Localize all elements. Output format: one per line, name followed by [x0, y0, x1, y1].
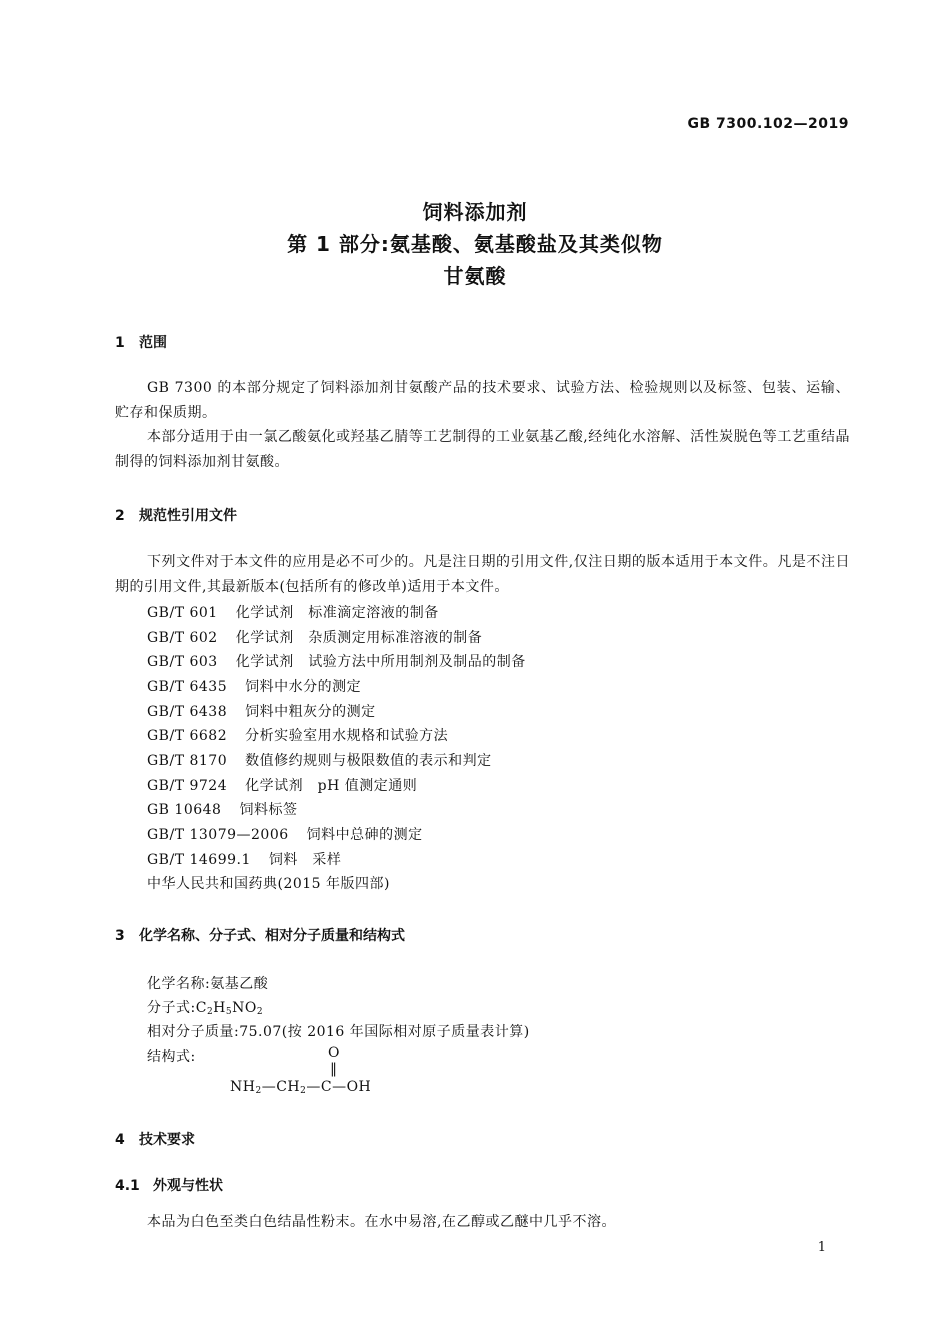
- reference-item: [147, 602, 439, 622]
- reference-item: [147, 676, 361, 696]
- reference-title: 饲料 采样: [268, 852, 342, 868]
- section-number: 2: [115, 508, 125, 524]
- structure-nh: NH: [230, 1079, 256, 1095]
- reference-title: 数值修约规则与极限数值的表示和判定: [245, 753, 492, 769]
- document-title-line3: 甘氨酸: [443, 264, 507, 288]
- section-1-heading: [115, 332, 167, 352]
- section-4-1-heading: [115, 1175, 223, 1195]
- structure-label: 结构式:: [147, 1049, 196, 1065]
- reference-item: [147, 750, 492, 770]
- reference-title: 化学试剂 pH 值测定通则: [245, 778, 418, 794]
- section-number: 4: [115, 1132, 125, 1148]
- reference-code: GB/T 9724: [147, 778, 228, 794]
- section-4-1-paragraph: 本品为白色至类白色结晶性粉末。在水中易溶,在乙醇或乙醚中几乎不溶。: [147, 1214, 616, 1230]
- section-number: 4.1: [115, 1178, 140, 1194]
- chemical-name: 化学名称:氨基乙酸: [147, 976, 269, 992]
- reference-code: GB/T 603: [147, 654, 218, 670]
- reference-item: [147, 775, 417, 795]
- section-number: 3: [115, 928, 125, 944]
- reference-title: 饲料中粗灰分的测定: [245, 704, 376, 720]
- document-title-line1: 饲料添加剂: [422, 200, 528, 224]
- section-1-paragraph-1: GB 7300 的本部分规定了饲料添加剂甘氨酸产品的技术要求、试验方法、检验规则以及标签、包装、运输、贮存和保质期。: [115, 380, 850, 421]
- structure-oxygen: O: [328, 1045, 340, 1061]
- formula-h: H: [213, 1000, 226, 1016]
- reference-code: GB/T 8170: [147, 753, 228, 769]
- section-title: 技术要求: [139, 1132, 195, 1148]
- structure-ch: —CH: [261, 1079, 301, 1095]
- reference-item: [147, 824, 423, 844]
- reference-title: 化学试剂 杂质测定用标准溶液的制备: [235, 630, 483, 646]
- section-3-heading: [115, 925, 405, 945]
- reference-item: [147, 725, 448, 745]
- reference-item: [147, 651, 526, 671]
- structure-cooh: —C—OH: [306, 1079, 372, 1095]
- molecular-formula: [147, 997, 263, 1017]
- standard-code: GB 7300.102—2019: [687, 116, 849, 132]
- section-title: 范围: [139, 335, 167, 351]
- formula-c: C: [195, 1000, 207, 1016]
- reference-title: 饲料中总砷的测定: [306, 827, 423, 843]
- reference-item: [147, 849, 341, 869]
- structure-subscript: 2: [255, 1086, 262, 1096]
- section-1-paragraph-2: 本部分适用于由一氯乙酸氨化或羟基乙腈等工艺制得的工业氨基乙酸,经纯化水溶解、活性炭脱色等工艺重结晶制得的饲料添加剂甘氨酸。: [115, 429, 850, 470]
- section-number: 1: [115, 335, 125, 351]
- reference-code: GB/T 6438: [147, 704, 228, 720]
- reference-code: GB/T 13079—2006: [147, 827, 289, 843]
- reference-title: 分析实验室用水规格和试验方法: [245, 728, 449, 744]
- section-title: 规范性引用文件: [139, 508, 237, 524]
- reference-item: [147, 799, 297, 819]
- reference-code: GB/T 6435: [147, 679, 228, 695]
- page-number: 1: [817, 1240, 826, 1255]
- reference-code: GB/T 602: [147, 630, 218, 646]
- reference-code: GB/T 14699.1: [147, 852, 251, 868]
- reference-code: GB/T 601: [147, 605, 218, 621]
- formula-no: NO: [232, 1000, 257, 1016]
- structure-subscript: 2: [300, 1086, 307, 1096]
- reference-title: 化学试剂 标准滴定溶液的制备: [235, 605, 439, 621]
- reference-code: GB/T 6682: [147, 728, 228, 744]
- relative-molecular-mass: 相对分子质量:75.07(按 2016 年国际相对原子质量表计算): [147, 1024, 530, 1040]
- section-2-paragraph-1: 下列文件对于本文件的应用是必不可少的。凡是注日期的引用文件,仅注日期的版本适用于本文件。凡是不注日期的引用文件,其最新版本(包括所有的修改单)适用于本文件。: [115, 554, 850, 595]
- section-4-heading: [115, 1129, 195, 1149]
- structural-formula: [230, 1079, 371, 1096]
- structure-double-bond: ‖: [330, 1061, 338, 1077]
- formula-subscript: 5: [225, 1007, 233, 1017]
- reference-code: GB 10648: [147, 802, 222, 818]
- reference-title: 饲料中水分的测定: [245, 679, 362, 695]
- document-title-line2: 第 1 部分:氨基酸、氨基酸盐及其类似物: [287, 232, 663, 256]
- section-title: 化学名称、分子式、相对分子质量和结构式: [139, 928, 405, 944]
- reference-item: [147, 627, 482, 647]
- section-2-heading: [115, 505, 237, 525]
- reference-title: 化学试剂 试验方法中所用制剂及制品的制备: [235, 654, 526, 670]
- reference-title: 饲料标签: [239, 802, 298, 818]
- reference-item: [147, 701, 376, 721]
- pharmacopoeia-reference: 中华人民共和国药典(2015 年版四部): [147, 876, 391, 892]
- section-title: 外观与性状: [153, 1178, 223, 1194]
- formula-label: 分子式:: [147, 1000, 196, 1016]
- formula-subscript: 2: [206, 1007, 214, 1017]
- formula-subscript: 2: [256, 1007, 264, 1017]
